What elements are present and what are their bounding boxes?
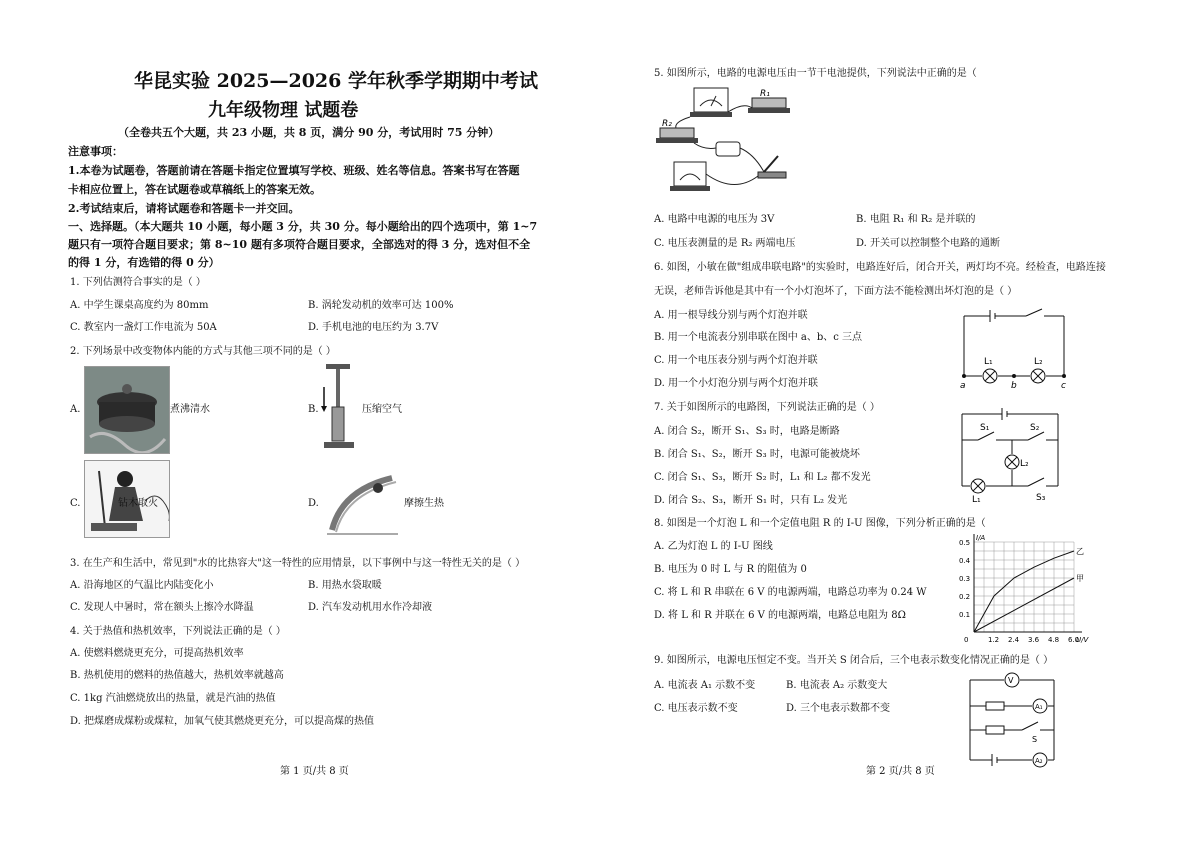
note-2: 2.考试结束后，请将试题卷和答题卡一并交回。 [68, 202, 300, 215]
fig6-point-a: a [960, 381, 966, 390]
q3-option-a: A. 沿海地区的气温比内陆变化小 [70, 580, 214, 591]
series-label-2: 甲 [1076, 574, 1084, 583]
q2-option-b-label: B. [308, 404, 319, 415]
q5-option-b: B. 电阻 R₁ 和 R₂ 是并联的 [856, 214, 976, 225]
q4-option-a: A. 使燃料燃烧更充分，可提高热机效率 [70, 648, 244, 659]
page-footer: 第 2 页/共 8 页 [866, 766, 935, 777]
notes-header: 注意事项： [68, 145, 123, 158]
question-9: 9. 如图所示，电源电压恒定不变。当开关 S 闭合后，三个电表示数变化情况正确的是（ ） [654, 655, 1054, 666]
fig9-switch-label: S [1032, 735, 1038, 744]
q1-option-d: D. 手机电池的电压约为 3.7V [308, 322, 439, 333]
section-1-line-3: 的得 1 分，有选错的得 0 分） [68, 256, 220, 269]
q1-option-b: B. 涡轮发动机的效率可达 100% [308, 300, 454, 311]
q7-option-c: C. 闭合 S₁、S₃，断开 S₂ 时，L₁ 和 L₂ 都不发光 [654, 472, 871, 483]
q5-option-c: C. 电压表测量的是 R₂ 两端电压 [654, 238, 796, 249]
question-4: 4. 关于热值和热机效率，下列说法正确的是（ ） [70, 626, 286, 637]
x-tick-label: 1.2 [988, 636, 1000, 644]
q3-option-b: B. 用热水袋取暖 [308, 580, 382, 591]
q4-option-c: C. 1kg 汽油燃烧放出的热量，就是汽油的热值 [70, 693, 276, 704]
x-axis-label: U/V [1076, 636, 1089, 644]
fig9-a1-label: A₁ [1035, 703, 1043, 711]
page-footer: 第 1 页/共 8 页 [280, 766, 349, 777]
y-tick-label: 0.4 [959, 557, 971, 565]
exam-page-2 [600, 0, 1200, 849]
q9-option-d: D. 三个电表示数都不变 [786, 703, 891, 714]
note-1-line-2: 卡相应位置上，答在试题卷或草稿纸上的答案无效。 [68, 183, 321, 196]
q2-option-a-label: A. [70, 404, 81, 415]
note-1-line-1: 1.本卷为试题卷，答题前请在答题卡指定位置填写学校、班级、姓名等信息。答案书写在答题 [68, 164, 520, 177]
q7-option-b: B. 闭合 S₁、S₂，断开 S₃ 时，电源可能被烧坏 [654, 449, 860, 460]
q1-option-a: A. 中学生课桌高度约为 80mm [70, 300, 209, 311]
slide-image [322, 470, 402, 536]
iu-chart [954, 528, 1090, 646]
q5-option-a: A. 电路中电源的电压为 3V [654, 214, 775, 225]
boiling-pot-drawing [85, 367, 169, 453]
air-pump-image [320, 362, 360, 454]
section-1-line-2: 题只有一项符合题目要求；第 8~10 题有多项符合题目要求，全部选对的得 3 分，选对但不全 [68, 238, 531, 251]
y-tick-label: 0.5 [959, 539, 971, 547]
q5-option-d: D. 开关可以控制整个电路的通断 [856, 238, 1001, 249]
fig5-r1-label: R₁ [760, 89, 770, 99]
q3-option-c: C. 发现人中暑时，常在额头上擦冷水降温 [70, 602, 254, 613]
section-1-line-1: 一、选择题。（本大题共 10 小题，每小题 3 分，共 30 分。每小题给出的四个选项中，第 1~7 [68, 220, 538, 233]
q2-option-a-text: 煮沸清水 [170, 404, 210, 415]
q8-option-b: B. 电压为 0 时 L 与 R 的阻值为 0 [654, 564, 807, 575]
q9-circuit-diagram [964, 670, 1064, 770]
x-tick-label: 3.6 [1028, 636, 1040, 644]
x-tick-label: 6.0 [1068, 636, 1080, 644]
q9-option-b: B. 电流表 A₂ 示数变大 [786, 680, 888, 691]
y-tick-label: 0.3 [959, 575, 971, 583]
q2-option-d-text: 摩擦生热 [404, 498, 444, 509]
q6-option-b: B. 用一个电流表分别串联在图中 a、b、c 三点 [654, 332, 863, 343]
q7-option-a: A. 闭合 S₂，断开 S₁、S₃ 时，电路是断路 [654, 426, 840, 437]
question-1: 1. 下列估测符合事实的是（ ） [70, 277, 206, 288]
q5-circuit-photo [654, 84, 804, 200]
fig7-s3-label: S₃ [1036, 493, 1046, 502]
fig7-s1-label: S₁ [980, 423, 990, 433]
q8-option-a: A. 乙为灯泡 L 的 I-U 图线 [654, 541, 773, 552]
series-label-1: 乙 [1076, 547, 1084, 556]
x-tick-label: 4.8 [1048, 636, 1060, 644]
x-tick-label: 2.4 [1008, 636, 1020, 644]
fig6-l2-label: L₂ [1034, 357, 1043, 367]
question-6-line-2: 无误，老师告诉他是其中有一个小灯泡坏了，下面方法不能检测出坏灯泡的是（ ） [654, 286, 1018, 297]
q9-option-c: C. 电压表示数不变 [654, 703, 738, 714]
q8-option-c: C. 将 L 和 R 串联在 6 V 的电源两端，电路总功率为 0.24 W [654, 587, 927, 598]
q2-option-b-text: 压缩空气 [362, 404, 402, 415]
question-8: 8. 如图是一个灯泡 L 和一个定值电阻 R 的 I-U 图像，下列分析正确的是（ [654, 518, 986, 529]
x-tick-label: 0 [964, 636, 969, 644]
q1-option-c: C. 教室内一盏灯工作电流为 50A [70, 322, 217, 333]
q6-option-d: D. 用一个小灯泡分别与两个灯泡并联 [654, 378, 819, 389]
fig7-s2-label: S₂ [1030, 423, 1040, 433]
q6-option-c: C. 用一个电压表分别与两个灯泡并联 [654, 355, 818, 366]
fig6-point-b: b [1011, 381, 1017, 390]
q8-option-d: D. 将 L 和 R 并联在 6 V 的电源两端，电路总电阻为 8Ω [654, 610, 906, 621]
y-tick-label: 0.2 [959, 593, 971, 601]
q4-option-b: B. 热机使用的燃料的热值越大，热机效率就越高 [70, 670, 284, 681]
q9-option-a: A. 电流表 A₁ 示数不变 [654, 680, 756, 691]
exam-subtitle: 九年级物理 试题卷 [208, 100, 359, 121]
fig9-voltmeter-label: V [1008, 676, 1014, 685]
q6-circuit-diagram [954, 306, 1074, 390]
q2-option-c-text: 钻木取火 [118, 498, 158, 509]
exam-title: 华昆实验 2025—2026 学年秋季学期期中考试 [134, 70, 538, 92]
fig9-a2-label: A₂ [1035, 757, 1043, 765]
q2-option-c-label: C. [70, 498, 81, 509]
q6-option-a: A. 用一根导线分别与两个灯泡并联 [654, 310, 808, 321]
question-2: 2. 下列场景中改变物体内能的方式与其他三项不同的是（ ） [70, 346, 336, 357]
fig7-l1-label: L₁ [972, 495, 981, 502]
boiling-water-image [84, 366, 170, 454]
question-6-line-1: 6. 如图，小敏在做"组成串联电路"的实验时，电路连好后，闭合开关，两灯均不亮。经检查，电路连接 [654, 262, 1106, 273]
question-7: 7. 关于如图所示的电路图，下列说法正确的是（ ） [654, 402, 880, 413]
fig5-r2-label: R₂ [662, 119, 672, 129]
y-axis-label: I/A [976, 534, 986, 542]
exam-info: （全卷共五个大题，共 23 小题，共 8 页，满分 90 分，考试用时 75 分钟） [118, 126, 500, 139]
question-5: 5. 如图所示，电路的电源电压由一节干电池提供，下列说法中正确的是（ [654, 68, 977, 79]
question-3: 3. 在生产和生活中，常见到"水的比热容大"这一特性的应用情景，以下事例中与这一特性无关的是（ ） [70, 558, 526, 569]
fig6-l1-label: L₁ [984, 357, 993, 367]
q2-option-d-label: D. [308, 498, 319, 509]
fig6-point-c: c [1061, 381, 1066, 390]
q7-circuit-diagram [954, 406, 1066, 502]
y-tick-label: 0.1 [959, 611, 971, 619]
q3-option-d: D. 汽车发动机用水作冷却液 [308, 602, 433, 613]
fig7-l2-label: L₂ [1020, 459, 1029, 469]
q4-option-d: D. 把煤磨成煤粉或煤粒，加氧气使其燃烧更充分，可以提高煤的热值 [70, 716, 375, 727]
q7-option-d: D. 闭合 S₂、S₃，断开 S₁ 时，只有 L₂ 发光 [654, 495, 848, 506]
